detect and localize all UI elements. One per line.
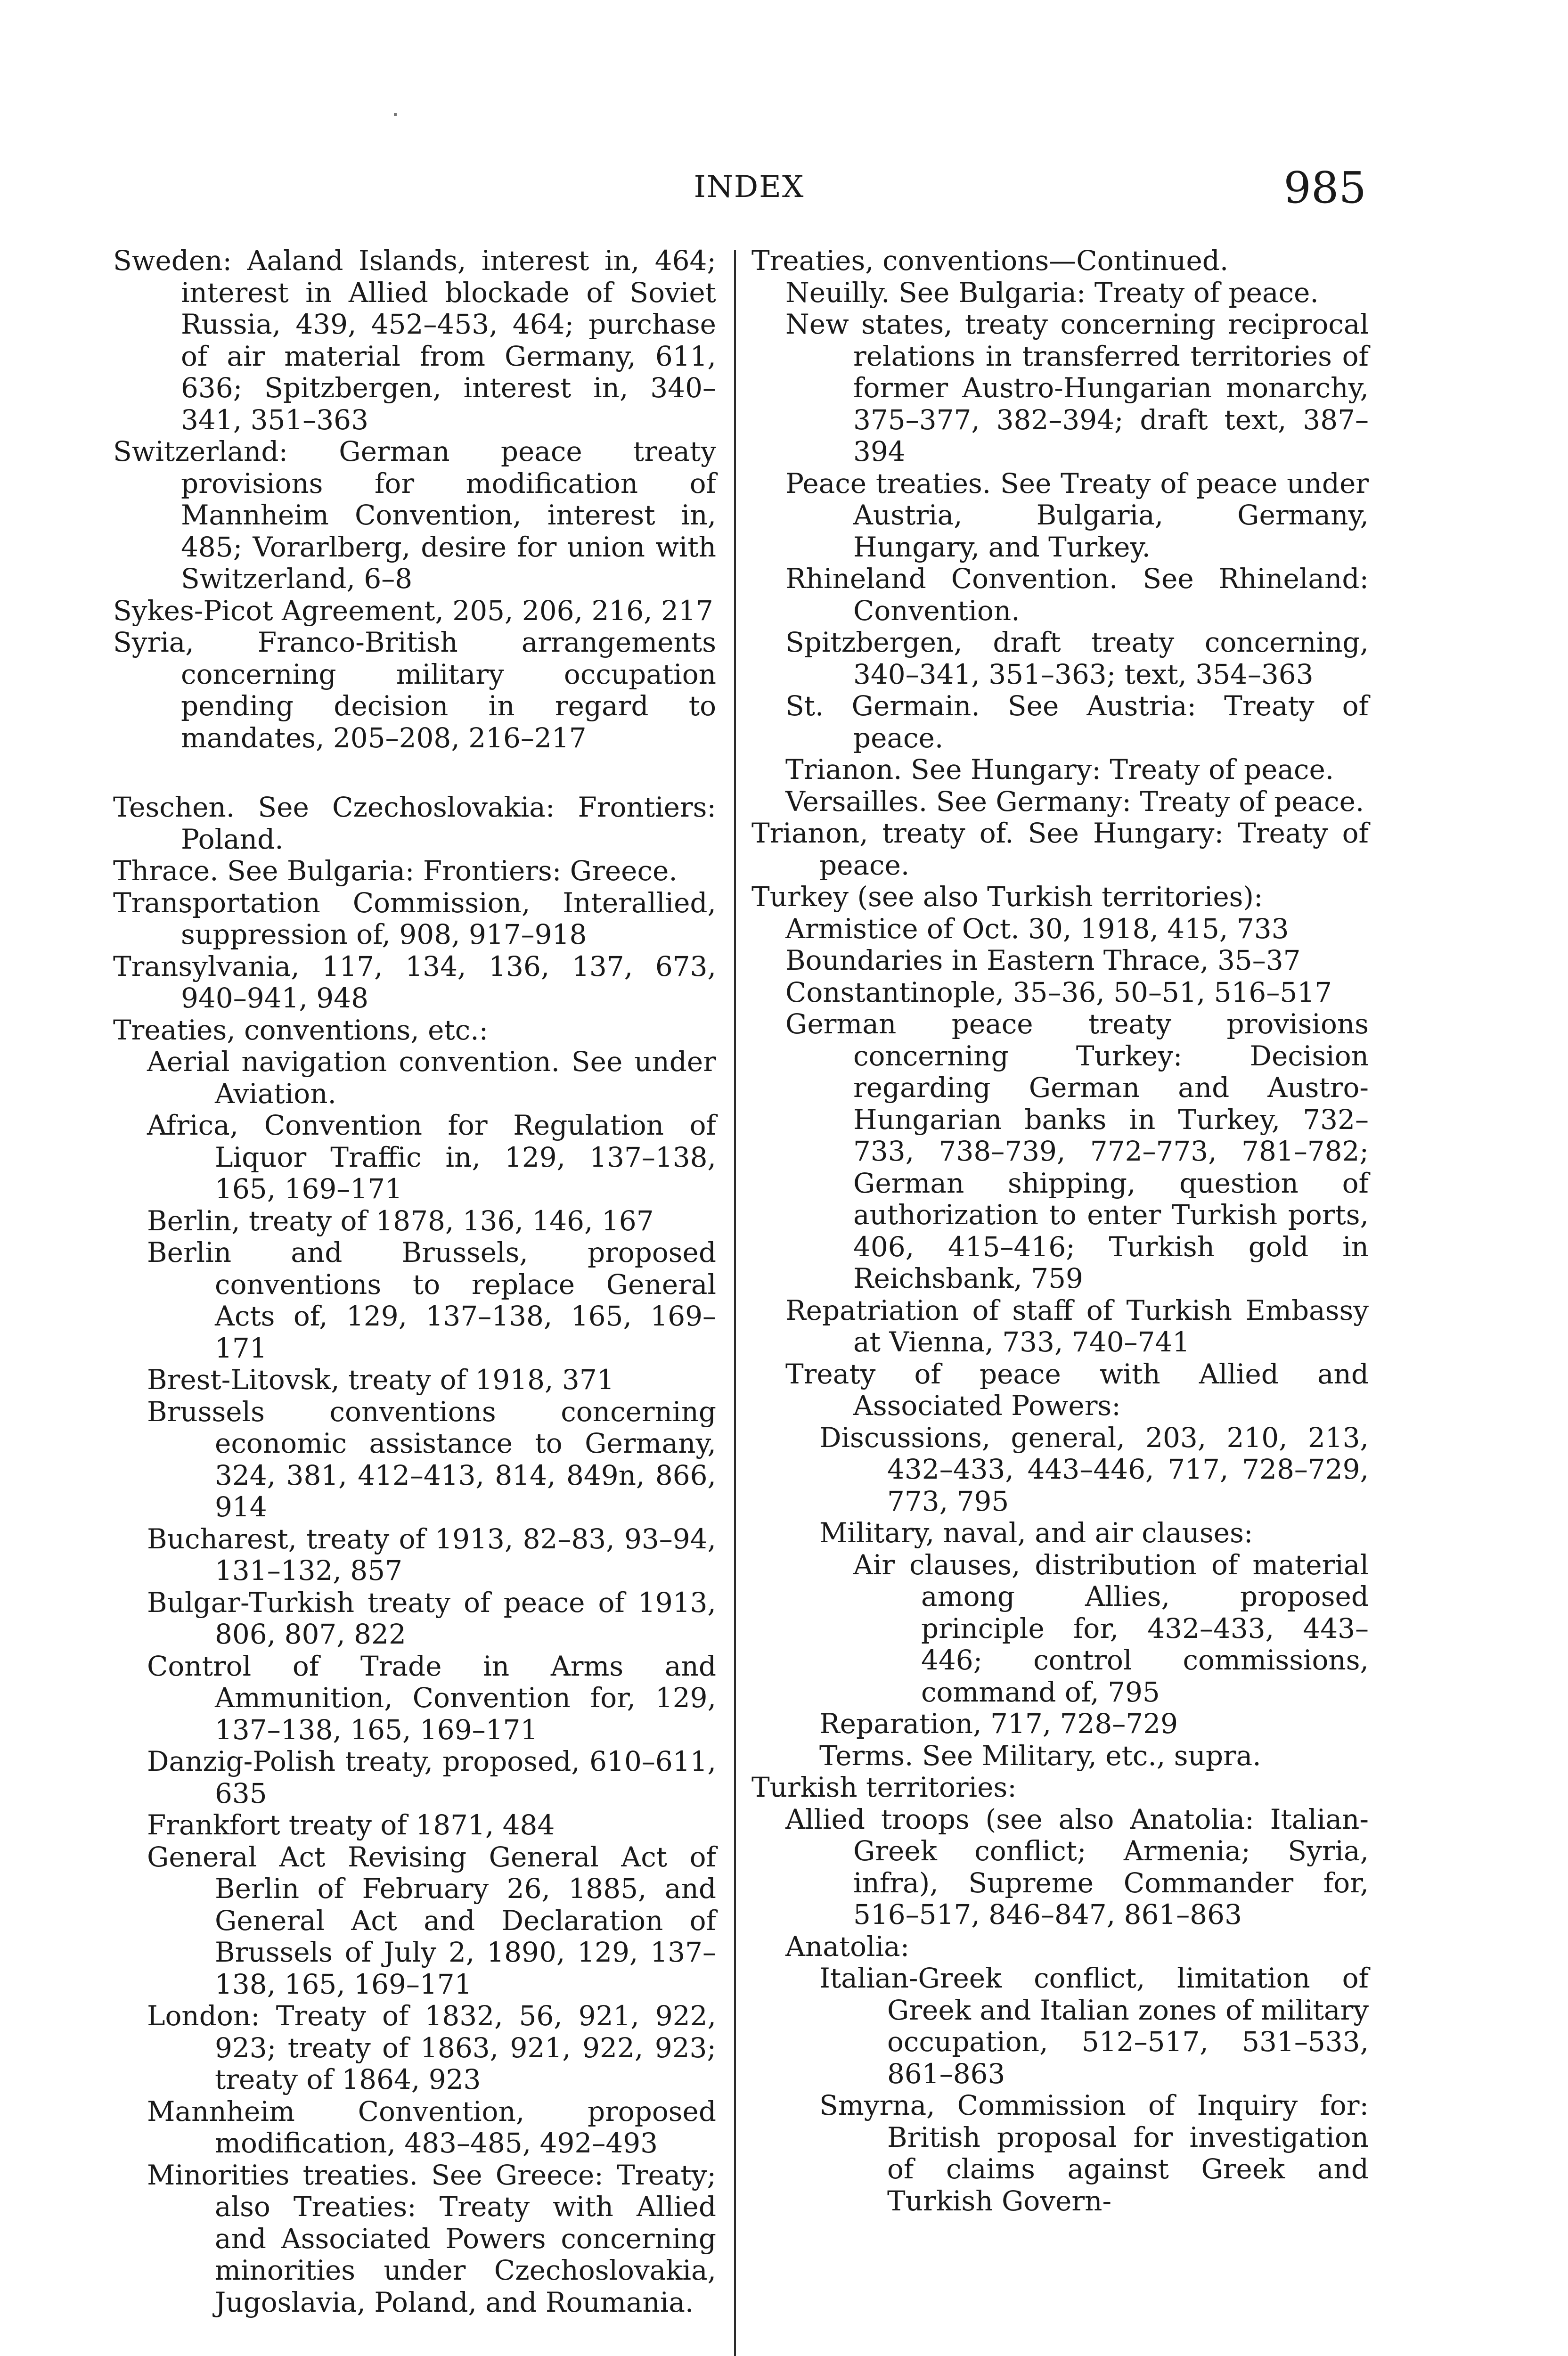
index-entry: Sweden: Aaland Islands, interest in, 464; interest in Allied blockade of Soviet Russia, 439, 452–453, 464; purchase of air material from Germany, 611, 636; Spitzbergen, interest in, 340–341, 351–363 bbox=[113, 245, 716, 436]
index-entry: Sykes-Picot Agreement, 205, 206, 216, 217 bbox=[113, 594, 713, 627]
index-entry: Turkey (see also Turkish territories): bbox=[751, 881, 1263, 913]
index-entry: Bulgar-Turkish treaty of peace of 1913, 806, 807, 822 bbox=[147, 1586, 716, 1650]
index-entry: London: Treaty of 1832, 56, 921, 922, 923; treaty of 1863, 921, 922, 923; treaty of 1864, 923 bbox=[147, 2000, 716, 2095]
column-divider bbox=[734, 250, 736, 2356]
index-entry: Reparation, 717, 728–729 bbox=[819, 1708, 1178, 1740]
index-entry: Brest-Litovsk, treaty of 1918, 371 bbox=[147, 1364, 614, 1396]
index-entry: Boundaries in Eastern Thrace, 35–37 bbox=[785, 944, 1301, 976]
index-entry: Trianon. See Hungary: Treaty of peace. bbox=[785, 753, 1334, 785]
index-entry: Bucharest, treaty of 1913, 82–83, 93–94, 131–132, 857 bbox=[147, 1522, 716, 1587]
index-entry: Turkish territories: bbox=[751, 1771, 1017, 1803]
left-index-column bbox=[113, 245, 716, 2318]
index-entry: Mannheim Convention, proposed modification, 483–485, 492–493 bbox=[147, 2095, 716, 2159]
index-entry: St. Germain. See Austria: Treaty of peace. bbox=[785, 690, 1369, 754]
index-entry: Anatolia: bbox=[785, 1930, 910, 1963]
index-entry: Italian-Greek conflict, limitation of Greek and Italian zones of military occupation, 512–517, 531–533, 861–863 bbox=[819, 1962, 1369, 2090]
index-entry: Brussels conventions concerning economic assistance to Germany, 324, 381, 412–413, 814, 849n, 866, 914 bbox=[147, 1395, 716, 1523]
index-entry: Terms. See Military, etc., supra. bbox=[819, 1739, 1261, 1772]
index-entry: Armistice of Oct. 30, 1918, 415, 733 bbox=[785, 912, 1289, 945]
index-entry: Aerial navigation convention. See under Aviation. bbox=[147, 1046, 716, 1110]
index-entry: Syria, Franco-British arrangements concerning military occupation pending decision in regard to mandates, 205–208, 216–217 bbox=[113, 626, 716, 754]
index-entry: Repatriation of staff of Turkish Embassy at Vienna, 733, 740–741 bbox=[785, 1294, 1369, 1358]
index-entry: Air clauses, distribution of material among Allies, proposed principle for, 432–433, 443–446; control commissions, command of, 795 bbox=[853, 1548, 1369, 1708]
index-entry: Constantinople, 35–36, 50–51, 516–517 bbox=[785, 976, 1332, 1008]
index-entry: Treaty of peace with Allied and Associated Powers: bbox=[785, 1358, 1369, 1422]
index-entry: Discussions, general, 203, 210, 213, 432–433, 443–446, 717, 728–729, 773, 795 bbox=[819, 1421, 1369, 1517]
running-header: INDEX bbox=[694, 170, 805, 205]
index-entry: Military, naval, and air clauses: bbox=[819, 1517, 1253, 1549]
index-entry: German peace treaty provisions concerning Turkey: Decision regarding German and Austro-Hungarian banks in Turkey, 732–733, 738–739, 772–773, 781–782; German shipping, question of authorization to enter Turkish ports, 406, 415–416; Turkish gold in Reichsbank, 759 bbox=[785, 1008, 1369, 1294]
index-entry: Berlin, treaty of 1878, 136, 146, 167 bbox=[147, 1204, 654, 1237]
index-entry: Minorities treaties. See Greece: Treaty; also Treaties: Treaty with Allied and Associated Powers concerning minorities under Czechoslovakia, Jugoslavia, Poland, and Roumania. bbox=[147, 2159, 716, 2318]
index-entry: Transylvania, 117, 134, 136, 137, 673, 940–941, 948 bbox=[113, 950, 716, 1014]
index-entry: Teschen. See Czechoslovakia: Frontiers: Poland. bbox=[113, 791, 716, 855]
index-entry: Thrace. See Bulgaria: Frontiers: Greece. bbox=[113, 855, 678, 887]
index-entry: Neuilly. See Bulgaria: Treaty of peace. bbox=[785, 276, 1319, 309]
index-entry: Control of Trade in Arms and Ammunition, Convention for, 129, 137–138, 165, 169–171 bbox=[147, 1650, 716, 1746]
section-gap bbox=[113, 754, 716, 792]
index-entry: New states, treaty concerning reciprocal relations in transferred territories of former Austro-Hungarian monarchy, 375–377, 382–394; draft text, 387–394 bbox=[785, 308, 1369, 467]
index-entry: Peace treaties. See Treaty of peace under Austria, Bulgaria, Germany, Hungary, and Turkey. bbox=[785, 467, 1369, 563]
index-entry: Trianon, treaty of. See Hungary: Treaty of peace. bbox=[751, 817, 1369, 881]
page-number: 985 bbox=[1283, 163, 1366, 213]
index-entry: Berlin and Brussels, proposed conventions to replace General Acts of, 129, 137–138, 165, 169–171 bbox=[147, 1236, 716, 1364]
index-entry: Switzerland: German peace treaty provisions for modification of Mannheim Convention, interest in, 485; Vorarlberg, desire for union with Switzerland, 6–8 bbox=[113, 435, 716, 595]
index-entry: Rhineland Convention. See Rhineland: Convention. bbox=[785, 563, 1369, 627]
index-entry: Treaties, conventions—Continued. bbox=[751, 245, 1229, 277]
index-entry: Allied troops (see also Anatolia: Italian-Greek conflict; Armenia; Syria, infra), Supreme Commander for, 516–517, 846–847, 861–863 bbox=[785, 1803, 1369, 1931]
index-entry: General Act Revising General Act of Berlin of February 26, 1885, and General Act and Declaration of Brussels of July 2, 1890, 129, 137–138, 165, 169–171 bbox=[147, 1841, 716, 2000]
index-entry: Spitzbergen, draft treaty concerning, 340–341, 351–363; text, 354–363 bbox=[785, 626, 1369, 690]
index-entry: Versailles. See Germany: Treaty of peace. bbox=[785, 785, 1364, 818]
right-index-column bbox=[751, 245, 1369, 2217]
index-entry: Africa, Convention for Regulation of Liquor Traffic in, 129, 137–138, 165, 169–171 bbox=[147, 1109, 716, 1205]
index-entry: Frankfort treaty of 1871, 484 bbox=[147, 1809, 555, 1841]
index-entry: Smyrna, Commission of Inquiry for: British proposal for investigation of claims against Greek and Turkish Govern- bbox=[819, 2089, 1369, 2217]
index-entry: Transportation Commission, Interallied, suppression of, 908, 917–918 bbox=[113, 886, 716, 950]
index-entry: Treaties, conventions, etc.: bbox=[113, 1014, 489, 1046]
scan-mark bbox=[394, 113, 397, 116]
index-entry: Danzig-Polish treaty, proposed, 610–611, 635 bbox=[147, 1745, 716, 1809]
